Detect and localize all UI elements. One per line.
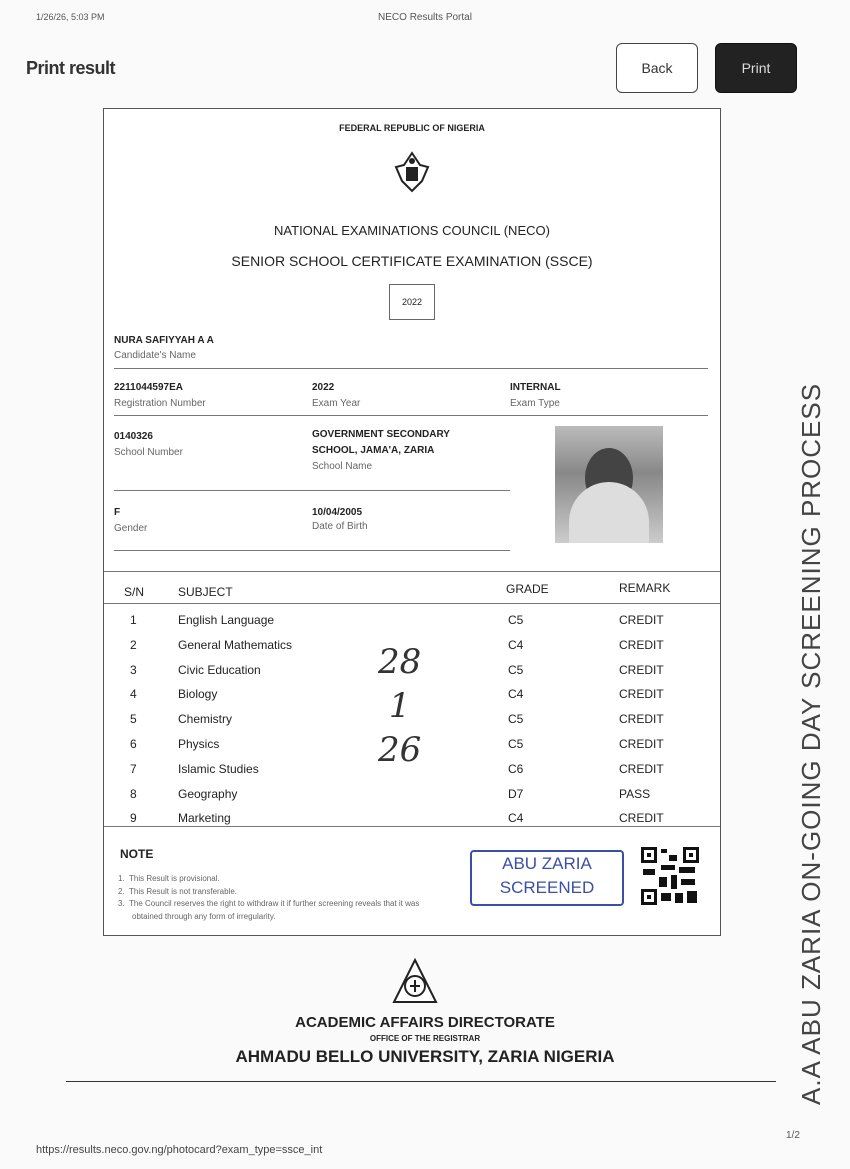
row-subject: Chemistry [178, 712, 233, 727]
row-sn: 1 [130, 613, 137, 627]
office-name: OFFICE OF THE REGISTRAR [369, 1034, 481, 1043]
row-grade: C4 [508, 637, 524, 652]
notes-list [118, 873, 448, 923]
row-grade: C5 [508, 613, 524, 627]
note-item: 1. This Result is provisional. [118, 874, 220, 883]
council-name: NATIONAL EXAMINATIONS COUNCIL (NECO) [274, 223, 550, 238]
column-header-sn: S/N [124, 585, 145, 599]
row-remark: CREDIT [619, 811, 664, 826]
note-title: NOTE [120, 847, 154, 861]
row-remark: CREDIT [619, 687, 664, 702]
university-name: AHMADU BELLO UNIVERSITY, ZARIA NIGERIA [235, 1047, 615, 1066]
candidate-name-label: Candidate's Name [114, 350, 196, 361]
row-subject: Civic Education [178, 662, 261, 677]
exam-name: SENIOR SCHOOL CERTIFICATE EXAMINATION (SSCE) [231, 253, 593, 269]
row-subject: Islamic Studies [178, 761, 259, 776]
page-url: https://results.neco.gov.ng/photocard?exam_type=ssce_int [36, 1144, 323, 1156]
abu-crest-icon [390, 958, 440, 1011]
row-sn: 7 [130, 761, 137, 776]
row-sn: 9 [130, 811, 137, 826]
school-name-line1: GOVERNMENT SECONDARY [312, 429, 450, 440]
exam-year: 2022 [312, 382, 335, 393]
print-result-heading: Print result [26, 58, 116, 78]
exam-year-label: Exam Year [312, 398, 361, 409]
year-box: 2022 [389, 284, 435, 320]
screened-stamp: ABU ZARIA SCREENED [470, 850, 624, 906]
qr-code-icon [641, 847, 699, 910]
row-subject: Marketing [178, 811, 231, 826]
row-remark: CREDIT [619, 662, 664, 677]
note-item: 3. The Council reserves the right to withdraw it if further screening reveals that it was obtained through any form of irregularity. [118, 899, 420, 921]
row-grade: D7 [508, 786, 524, 801]
registration-number-label: Registration Number [114, 398, 206, 409]
date-of-birth: 10/04/2005 [312, 507, 363, 518]
school-name-label: School Name [312, 461, 373, 472]
row-remark: PASS [619, 786, 651, 801]
exam-type: INTERNAL [510, 382, 561, 393]
row-grade: C6 [508, 761, 524, 776]
result-card [103, 108, 721, 936]
row-grade: C4 [508, 687, 524, 702]
candidate-name: NURA SAFIYYAH A A [114, 335, 214, 346]
school-name-line2: SCHOOL, JAMA'A, ZARIA [312, 445, 435, 456]
row-grade: C5 [508, 712, 524, 727]
gender-label: Gender [114, 523, 148, 534]
row-grade: C4 [508, 811, 524, 826]
row-remark: CREDIT [619, 737, 664, 751]
row-sn: 3 [130, 662, 137, 677]
country-heading: FEDERAL REPUBLIC OF NIGERIA [339, 123, 485, 133]
column-header-subject: SUBJECT [178, 585, 233, 599]
row-grade: C5 [508, 737, 524, 751]
candidate-photo [555, 426, 663, 543]
row-sn: 4 [130, 687, 137, 702]
row-subject: Geography [178, 786, 238, 801]
note-item: 2. This Result is not transferable. [118, 886, 238, 896]
school-number-label: School Number [114, 447, 183, 458]
row-remark: CREDIT [619, 637, 664, 652]
gender: F [114, 507, 121, 518]
row-sn: 6 [130, 737, 137, 751]
row-sn: 8 [130, 786, 137, 801]
print-button[interactable]: Print [715, 43, 797, 93]
row-subject: Biology [178, 687, 218, 702]
school-number: 0140326 [114, 431, 153, 442]
handwritten-date: 28 1 26 [378, 642, 422, 770]
row-sn: 5 [130, 712, 137, 727]
back-button[interactable]: Back [616, 43, 698, 93]
date-of-birth-label: Date of Birth [312, 521, 368, 532]
row-remark: CREDIT [619, 712, 664, 727]
directorate-name: ACADEMIC AFFAIRS DIRECTORATE [295, 1014, 555, 1031]
row-sn: 2 [130, 637, 137, 652]
row-remark: CREDIT [619, 761, 664, 776]
exam-type-label: Exam Type [510, 398, 560, 409]
row-subject: General Mathematics [178, 637, 293, 652]
registration-number: 2211044597EA [114, 382, 183, 393]
page-number: 1/2 [786, 1130, 800, 1141]
coat-of-arms-icon [104, 151, 720, 200]
page-title: NECO Results Portal [378, 12, 472, 23]
row-remark: CREDIT [619, 613, 664, 627]
print-timestamp: 1/26/26, 5:03 PM [36, 12, 105, 22]
row-grade: C5 [508, 662, 524, 677]
screening-watermark: A.A ABU ZARIA ON-GOING DAY SCREENING PROCESS [796, 382, 826, 1105]
row-subject: Physics [178, 737, 220, 751]
column-header-grade: GRADE [506, 582, 549, 596]
row-subject: English Language [178, 613, 275, 627]
column-header-remark: REMARK [619, 581, 671, 595]
